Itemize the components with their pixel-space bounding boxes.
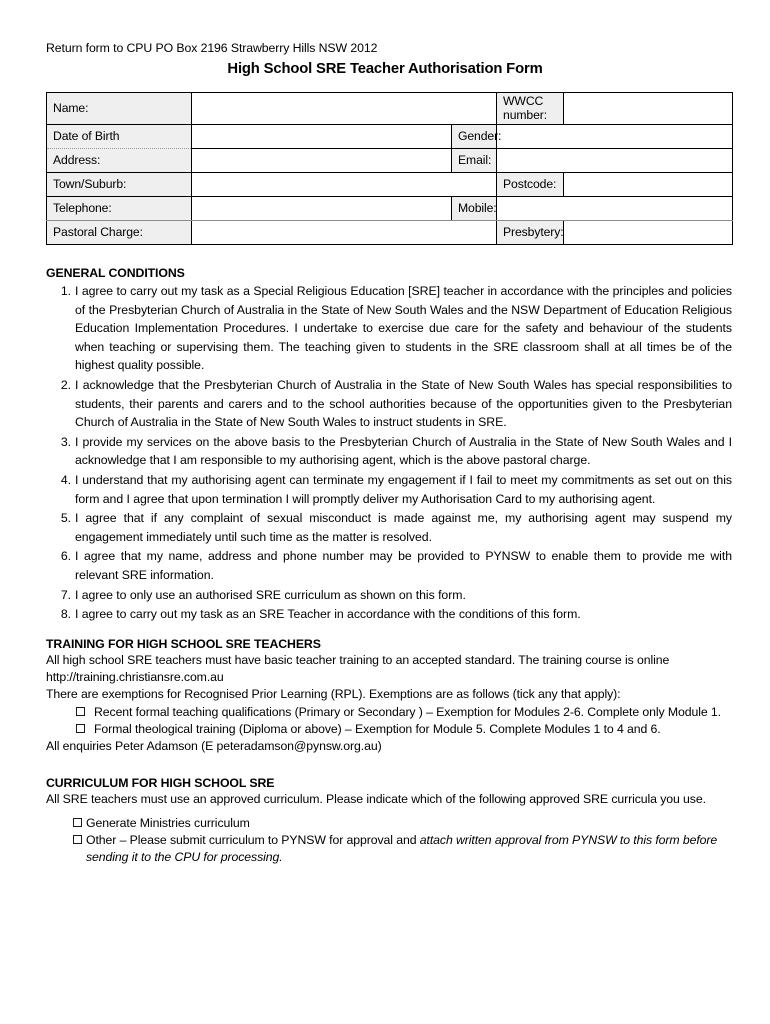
training-option-label: Recent formal teaching qualifications (Primary or Secondary ) – Exemption for Modules 2-6. Complete only Module 1. (94, 704, 721, 719)
table-row (47, 125, 733, 149)
return-address-line: Return form to CPU PO Box 2196 Strawberry Hills NSW 2012 (46, 41, 378, 55)
list-item-text: I agree to carry out my task as an SRE Teacher in accordance with the conditions of this form. (75, 607, 581, 622)
curriculum-option-generate-label: Generate Ministries curriculum (86, 815, 250, 830)
telephone-label: Telephone: (47, 197, 192, 221)
list-item-number: 8. (60, 607, 71, 622)
pastoral-charge-input[interactable] (192, 221, 497, 245)
table-row (47, 173, 733, 197)
training-option-label: Formal theological training (Diploma or above) – Exemption for Module 5. Complete Modules 1 to 4 and 6. (94, 721, 661, 736)
checkbox-icon[interactable] (73, 835, 82, 844)
curriculum-option-other-label (86, 832, 732, 867)
table-row (47, 221, 733, 245)
email-label: Email: (452, 149, 497, 173)
dob-input[interactable] (192, 125, 452, 149)
presbytery-input[interactable] (564, 221, 733, 245)
table-row (47, 197, 733, 221)
list-item-text: I understand that my authorising agent can terminate my engagement if I fail to meet my commitments as set out on this form and I agree that upon termination I will promptly deliver my Authorisation Card to my authorising agent. (75, 472, 732, 506)
list-item (46, 282, 732, 375)
training-enquiries-line: All enquiries Peter Adamson (E peteradamson@pynsw.org.au) (46, 739, 382, 754)
training-course-url: http://training.christiansre.com.au (46, 669, 224, 684)
training-option-row[interactable] (46, 721, 732, 738)
pastoral-charge-label: Pastoral Charge: (47, 221, 192, 245)
email-input[interactable] (497, 149, 733, 173)
postcode-label: Postcode: (497, 173, 564, 197)
mobile-input[interactable] (497, 197, 733, 221)
list-item (46, 471, 732, 508)
curriculum-intro: All SRE teachers must use an approved curriculum. Please indicate which of the following approved SRE curricula you use. (46, 792, 706, 807)
name-label: Name: (47, 93, 192, 125)
table-row (47, 149, 733, 173)
telephone-input[interactable] (192, 197, 452, 221)
list-item-number: 1. (60, 284, 71, 298)
presbytery-label: Presbytery: (497, 221, 564, 245)
postcode-input[interactable] (564, 173, 733, 197)
curriculum-other-text: Other – Please submit curriculum to PYNSW for approval and (86, 833, 420, 848)
checkbox-icon[interactable] (76, 707, 85, 716)
training-intro-line-1: All high school SRE teachers must have basic teacher training to an accepted standard. The training course is online (46, 652, 670, 667)
mobile-label: Mobile: (452, 197, 497, 221)
list-item (46, 586, 732, 605)
gender-input[interactable] (497, 125, 733, 149)
training-heading: TRAINING FOR HIGH SCHOOL SRE TEACHERS (46, 636, 321, 651)
list-item-text: I acknowledge that the Presbyterian Church of Australia in the State of New South Wales has special responsibilities to students, their parents and carers and to the school authorities because of the opportunities given to the Presbyterian Church of Australia in the State of New South Wales to instruct students in SRE. (75, 377, 732, 430)
address-label: Address: (47, 149, 192, 173)
wwcc-input[interactable] (564, 93, 733, 125)
list-item-number: 4. (60, 472, 71, 487)
list-item-text: I agree to carry out my task as a Special Religious Education [SRE] teacher in accordance with the principles and policies of the Presbyterian Church of Australia in the State of New South Wales and the NSW Department of Education Religious Education Implementation Procedures. I undertake to exercise due care for the safety and behaviour of the students when teaching or supervising them. The teaching given to students in the SRE classroom shall at all times be of the highest quality possible. (75, 284, 732, 373)
rpl-exemptions-line: There are exemptions for Recognised Prior Learning (RPL). Exemptions are as follows (tick any that apply): (46, 687, 621, 702)
list-item (46, 605, 732, 624)
list-item-number: 2. (60, 377, 71, 392)
gender-label: Gender: (452, 125, 497, 149)
curriculum-option-row[interactable] (46, 832, 732, 867)
town-label: Town/Suburb: (47, 173, 192, 197)
list-item (46, 433, 732, 470)
table-row (47, 93, 733, 125)
curriculum-option-row[interactable] (46, 815, 732, 832)
list-item-text: I provide my services on the above basis to the Presbyterian Church of Australia in the State of New South Wales and I acknowledge that I am responsible to my authorising agent, which is the above pastoral charge. (75, 434, 732, 468)
applicant-details-table (46, 92, 733, 245)
training-option-row[interactable] (46, 704, 732, 721)
curriculum-heading: CURRICULUM FOR HIGH SCHOOL SRE (46, 776, 275, 791)
general-conditions-heading: GENERAL CONDITIONS (46, 266, 185, 280)
list-item (46, 509, 732, 546)
list-item (46, 547, 732, 584)
list-item-number: 5. (60, 511, 71, 526)
wwcc-label: WWCC number: (497, 93, 564, 125)
address-input[interactable] (192, 149, 452, 173)
page-title: High School SRE Teacher Authorisation Form (227, 61, 543, 77)
curriculum-other-emphasis: attach written approval from PYNSW to this form before sending it to the CPU for processing. (86, 833, 718, 865)
list-item-number: 6. (60, 549, 71, 564)
list-item-text: I agree to only use an authorised SRE curriculum as shown on this form. (75, 587, 466, 602)
general-conditions-list (46, 282, 732, 624)
checkbox-icon[interactable] (76, 724, 85, 733)
list-item (46, 376, 732, 432)
document-content (46, 40, 732, 867)
dob-label: Date of Birth (47, 125, 192, 149)
list-item-number: 7. (60, 587, 71, 602)
town-input[interactable] (192, 173, 497, 197)
name-input[interactable] (192, 93, 497, 125)
list-item-number: 3. (60, 434, 71, 449)
checkbox-icon[interactable] (73, 818, 82, 827)
list-item-text: I agree that my name, address and phone number may be provided to PYNSW to enable them to provide me with relevant SRE information. (75, 549, 732, 582)
list-item-text: I agree that if any complaint of sexual misconduct is made against me, my authorising agent may suspend my engagement immediately until such time as the matter is resolved. (75, 511, 732, 544)
